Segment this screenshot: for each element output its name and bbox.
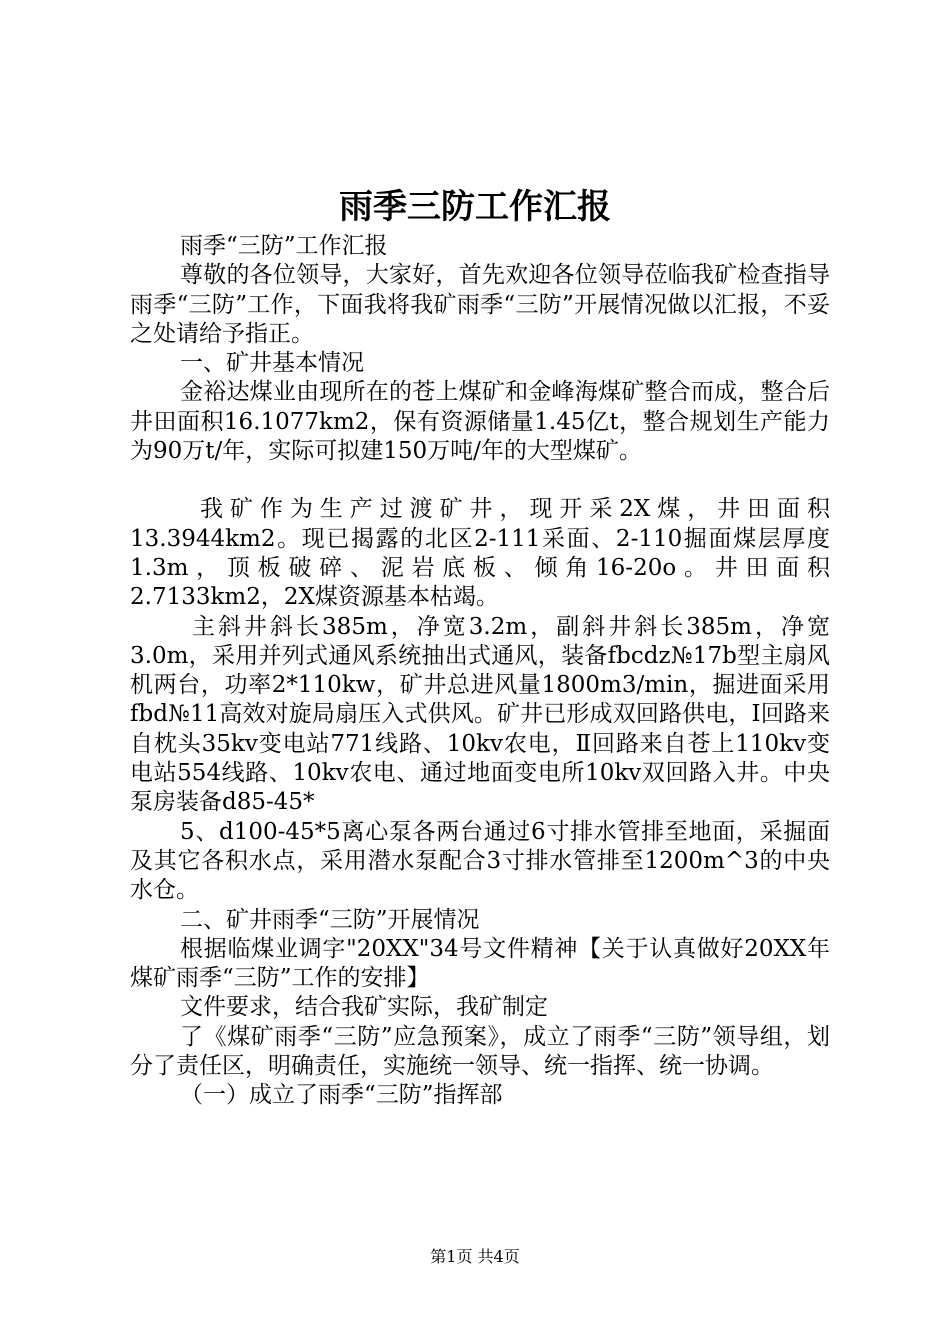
- paragraph-spacer: [130, 466, 830, 495]
- subsection-heading-command: （一）成立了雨季“三防”指挥部: [180, 1082, 503, 1109]
- paragraph-document-basis: 根据临煤业调字"20XX"34号文件精神【关于认真做好20XX年煤矿雨季“三防”工作的安排】: [130, 935, 830, 992]
- paragraph-mine-overview: 金裕达煤业由现所在的苍上煤矿和金峰海煤矿整合而成，整合后井田面积16.1077km2，保有资源储量1.45亿t，整合规划生产能力为90万t/年，实际可拟建150万吨/年的大型煤矿。: [130, 379, 830, 465]
- document-title: 雨季三防工作汇报: [339, 187, 611, 227]
- document-body: [130, 232, 830, 1111]
- paragraph-current-mining: 我矿作为生产过渡矿井，现开采2X煤，井田面积13.3944km2。现已揭露的北区2-111采面、2-110掘面煤层厚度1.3m，顶板破碎、泥岩底板、倾角16-20o。井田面积2.7133km2，2X煤资源基本枯竭。: [130, 496, 830, 611]
- paragraph-greeting: 尊敬的各位领导，大家好，首先欢迎各位领导莅临我矿检查指导雨季“三防”工作，下面我将我矿雨季“三防”开展情况做以汇报，不妥之处请给予指正。: [130, 262, 830, 347]
- paragraph-requirements: 文件要求，结合我矿实际，我矿制定: [180, 994, 548, 1021]
- paragraph-emergency-plan: 了《煤矿雨季“三防”应急预案》，成立了雨季“三防”领导组，划分了责任区，明确责任，实施统一领导、统一指挥、统一协调。: [130, 1023, 830, 1080]
- paragraph-drainage: 5、d100-45*5离心泵各两台通过6寸排水管排至地面，采掘面及其它各积水点，采用潜水泵配合3寸排水管排至1200m^3的中央水仓。: [130, 818, 830, 904]
- paragraph-subtitle: 雨季“三防”工作汇报: [180, 233, 388, 259]
- page-footer: 第1页 共4页: [430, 1247, 520, 1266]
- section-heading-basic-info: 一、矿井基本情况: [180, 350, 364, 377]
- section-heading-rainy-season: 二、矿井雨季“三防”开展情况: [180, 906, 480, 933]
- paragraph-shaft-ventilation: 主斜井斜长385m，净宽3.2m，副斜井斜长385m，净宽3.0m，采用并列式通风系统抽出式通风，装备fbcdz№17b型主扇风机两台，功率2*110kw，矿井总进风量1800m3/min，掘进面采用fbd№11高效对旋局扇压入式供风。矿井已形成双回路供电，Ⅰ回路来自枕头35kv变电站771线路、10kv农电，Ⅱ回路来自苍上110kv变电站554线路、10kv农电、通过地面变电所10kv双回路入井。中央泵房装备d85-45*: [130, 613, 830, 816]
